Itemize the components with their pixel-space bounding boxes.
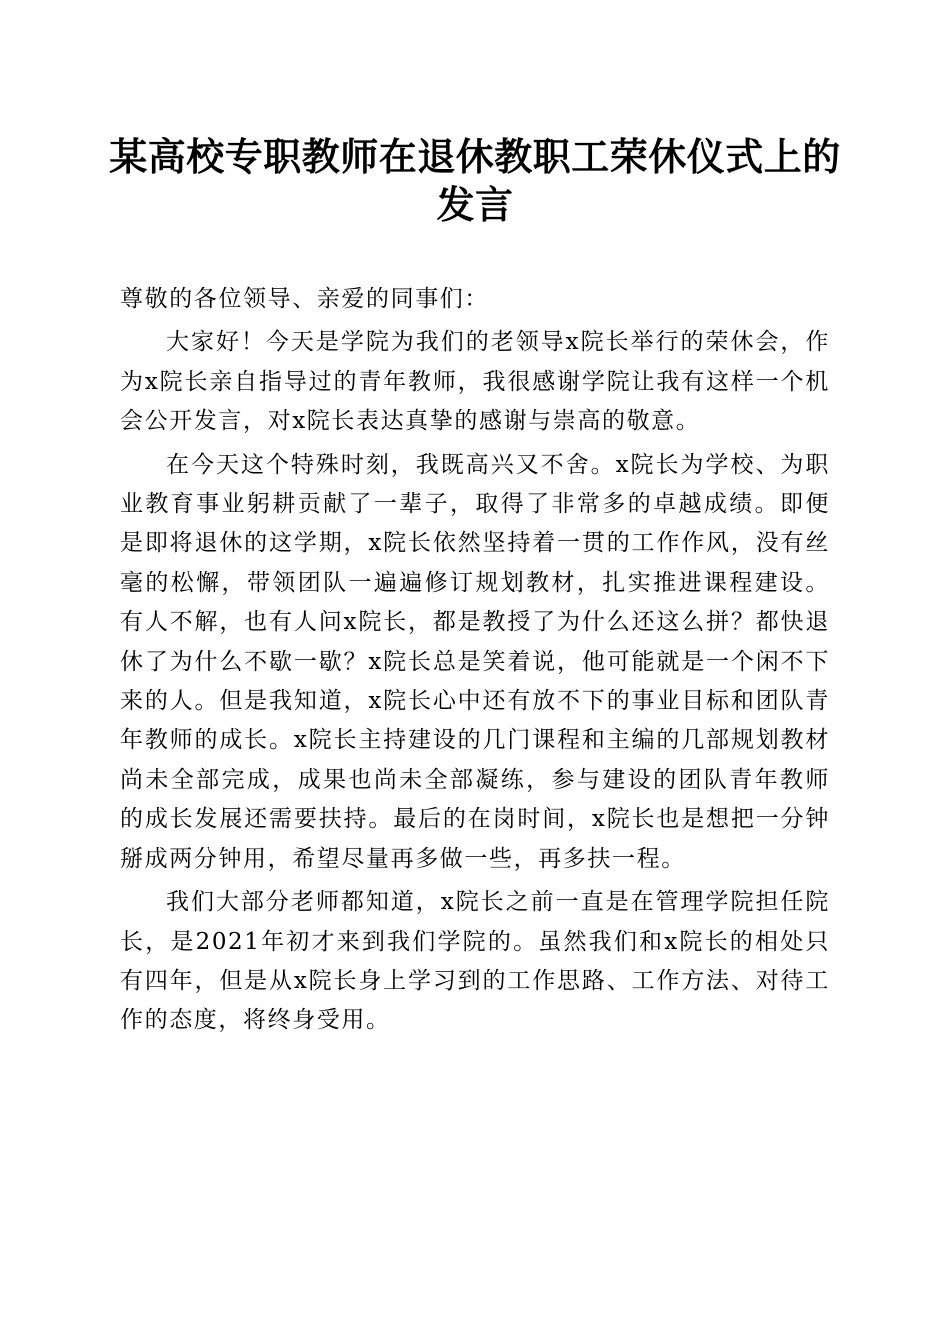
document-body xyxy=(120,280,830,1041)
paragraph-1: 大家好！今天是学院为我们的老领导x院长举行的荣休会，作为x院长亲自指导过的青年教师，我很感谢学院让我有这样一个机会公开发言，对x院长表达真挚的感谢与崇高的敬意。 xyxy=(120,329,830,435)
document-title: 某高校专职教师在退休教职工荣休仪式上的发言 xyxy=(109,134,841,227)
salutation: 尊敬的各位领导、亲爱的同事们： xyxy=(120,286,489,312)
paragraph-3: 我们大部分老师都知道，x院长之前一直是在管理学院担任院长，是2021年初才来到我们学院的。虽然我们和x院长的相处只有四年，但是从x院长身上学习到的工作思路、工作方法、对待工作的态度，将终身受用。 xyxy=(120,889,830,1034)
paragraph-2: 在今天这个特殊时刻，我既高兴又不舍。x院长为学校、为职业教育事业躬耕贡献了一辈子，取得了非常多的卓越成绩。即便是即将退休的这学期，x院长依然坚持着一贯的工作作风，没有丝毫的松懈，带领团队一遍遍修订规划教材，扎实推进课程建设。有人不解，也有人问x院长，都是教授了为什么还这么拼？都快退休了为什么不歇一歇？x院长总是笑着说，他可能就是一个闲不下来的人。但是我知道，x院长心中还有放不下的事业目标和团队青年教师的成长。x院长主持建设的几门课程和主编的几部规划教材尚未全部完成，成果也尚未全部凝练，参与建设的团队青年教师的成长发展还需要扶持。最后的在岗时间，x院长也是想把一分钟掰成两分钟用，希望尽量再多做一些，再多扶一程。 xyxy=(120,451,830,872)
